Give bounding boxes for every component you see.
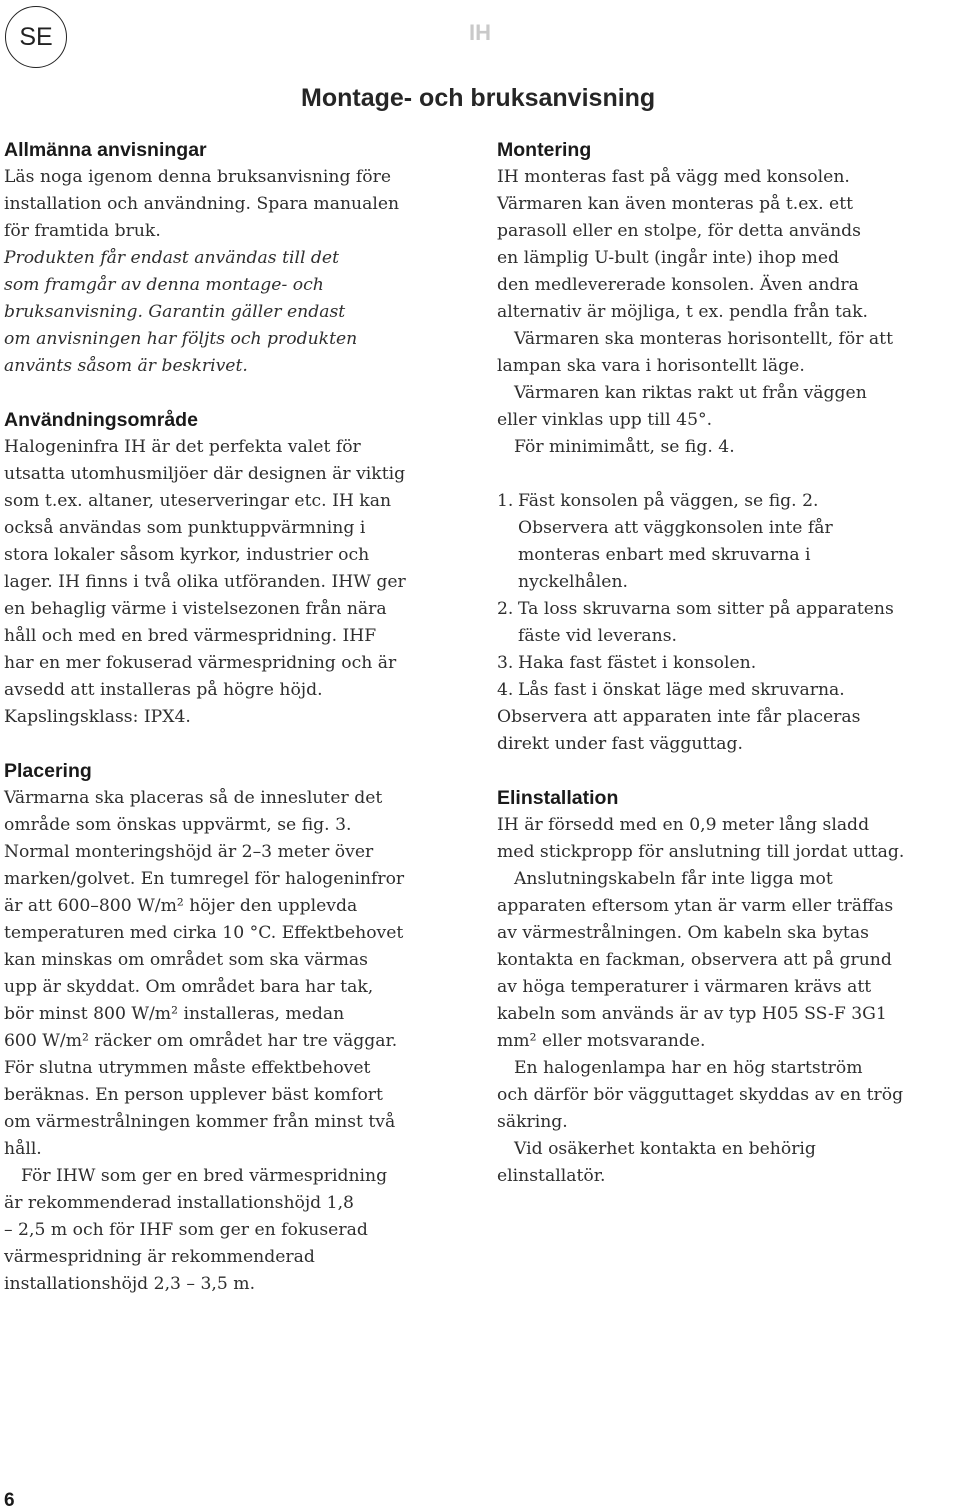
text-line: som t.ex. altaner, uteserveringar etc. IH kan — [4, 491, 392, 511]
text-line: av värmestrålningen. Om kabeln ska bytas — [497, 923, 869, 943]
model-label: IH — [469, 20, 491, 45]
text-line-italic: använts såsom är beskrivet. — [4, 356, 248, 376]
text-line: upp är skyddat. Om området bara har tak, — [4, 977, 374, 997]
list-item — [497, 596, 960, 623]
text-line: IH monteras fast på vägg med konsolen. — [497, 167, 850, 187]
text-line: apparaten eftersom ytan är varm eller träffas — [497, 896, 894, 916]
list-continuation: Observera att väggkonsolen inte får — [518, 518, 833, 538]
text-line-italic: om anvisningen har följts och produkten — [4, 329, 358, 349]
text-line: avsedd att installeras på högre höjd. — [4, 680, 323, 700]
list-text: Haka fast fästet i konsolen. — [518, 653, 757, 673]
mounting-text — [497, 164, 960, 461]
text-line: om värmestrålningen kommer från minst två — [4, 1112, 396, 1132]
text-line: är att 600–800 W/m² höjer den upplevda — [4, 896, 358, 916]
usage-text — [4, 434, 474, 731]
text-line: lampan ska vara i horisontellt läge. — [497, 356, 805, 376]
text-line: Värmaren ska monteras horisontellt, för att — [514, 329, 893, 349]
list-text: Ta loss skruvarna som sitter på apparatens — [518, 599, 894, 619]
text-line: också användas som punktuppvärmning i — [4, 518, 366, 538]
right-column — [497, 137, 960, 1190]
general-text — [4, 164, 474, 380]
text-line: område som önskas uppvärmt, se fig. 3. — [4, 815, 352, 835]
text-line: installationshöjd 2,3 – 3,5 m. — [4, 1274, 256, 1294]
text-line: Kapslingsklass: IPX4. — [4, 707, 191, 727]
text-line: En halogenlampa har en hög startström — [514, 1058, 863, 1078]
text-line: Observera att apparaten inte får placeras — [497, 707, 861, 727]
text-line-italic: Produkten får endast användas till det — [4, 248, 340, 268]
text-line: För slutna utrymmen måste effektbehovet — [4, 1058, 371, 1078]
text-line: bör minst 800 W/m² installeras, medan — [4, 1004, 345, 1024]
text-line: – 2,5 m och för IHF som ger en fokuserad — [4, 1220, 368, 1240]
text-line: utsatta utomhusmiljöer där designen är viktig — [4, 464, 406, 484]
text-line: installation och användning. Spara manualen — [4, 194, 400, 214]
text-line: den medlevererade konsolen. Även andra — [497, 275, 859, 295]
text-line: beräknas. En person upplever bäst komfort — [4, 1085, 383, 1105]
text-line: stora lokaler såsom kyrkor, industrier och — [4, 545, 370, 565]
text-line: marken/golvet. En tumregel för halogeninfror — [4, 869, 405, 889]
text-line: Värmaren kan även monteras på t.ex. ett — [497, 194, 854, 214]
text-line: kontakta en fackman, observera att på grund — [497, 950, 892, 970]
section-heading-placement: Placering — [4, 760, 92, 782]
list-continuation: nyckelhålen. — [518, 572, 629, 592]
list-item — [497, 677, 960, 704]
text-line: Läs noga igenom denna bruksanvisning före — [4, 167, 392, 187]
text-line: Värmarna ska placeras så de innesluter det — [4, 788, 383, 808]
list-item — [497, 650, 960, 677]
text-line: Normal monteringshöjd är 2–3 meter över — [4, 842, 374, 862]
list-continuation: fäste vid leverans. — [518, 626, 678, 646]
text-line: av höga temperaturer i värmaren krävs att — [497, 977, 872, 997]
text-line: lager. IH finns i två olika utföranden. IHW ger — [4, 572, 406, 592]
text-line: eller vinklas upp till 45°. — [497, 410, 713, 430]
text-line: kabeln som används är av typ H05 SS-F 3G1 — [497, 1004, 887, 1024]
text-line: För IHW som ger en bred värmespridning — [21, 1166, 388, 1186]
text-line: För minimimått, se fig. 4. — [514, 437, 735, 457]
mounting-steps — [497, 488, 960, 758]
text-line: temperaturen med cirka 10 °C. Effektbehovet — [4, 923, 404, 943]
text-line: en lämplig U-bult (ingår inte) ihop med — [497, 248, 840, 268]
text-line: direkt under fast vägguttag. — [497, 734, 744, 754]
text-line: 600 W/m² räcker om området har tre väggar. — [4, 1031, 398, 1051]
text-line: kan minskas om området som ska värmas — [4, 950, 369, 970]
text-line: är rekommenderad installationshöjd 1,8 — [4, 1193, 354, 1213]
text-line: säkring. — [497, 1112, 568, 1132]
placement-text — [4, 785, 474, 1298]
document-title: Montage- och bruksanvisning — [301, 84, 656, 112]
text-line: elinstallatör. — [497, 1166, 606, 1186]
text-line: Anslutningskabeln får inte ligga mot — [514, 869, 833, 889]
text-line: håll och med en bred värmespridning. IHF — [4, 626, 377, 646]
text-line: Halogeninfra IH är det perfekta valet för — [4, 437, 361, 457]
text-line: och därför bör vägguttaget skyddas av en trög — [497, 1085, 904, 1105]
section-heading-usage: Användningsområde — [4, 409, 198, 431]
text-line: en behaglig värme i vistelsezonen från nära — [4, 599, 387, 619]
text-line: alternativ är möjliga, t ex. pendla från tak. — [497, 302, 869, 322]
language-badge: SE — [5, 6, 67, 68]
page-number: 6 — [4, 1490, 15, 1511]
text-line: värmespridning är rekommenderad — [4, 1247, 315, 1267]
list-text: Fäst konsolen på väggen, se fig. 2. — [518, 491, 819, 511]
text-line: håll. — [4, 1139, 42, 1159]
text-line-italic: som framgår av denna montage- och — [4, 275, 324, 295]
text-line-italic: bruksanvisning. Garantin gäller endast — [4, 302, 346, 322]
section-heading-electrical: Elinstallation — [497, 787, 619, 809]
text-line: Vid osäkerhet kontakta en behörig — [514, 1139, 816, 1159]
text-line: mm² eller motsvarande. — [497, 1031, 706, 1051]
list-item — [497, 488, 960, 515]
list-text: Lås fast i önskat läge med skruvarna. — [518, 680, 845, 700]
electrical-text — [497, 812, 960, 1190]
text-line: parasoll eller en stolpe, för detta används — [497, 221, 861, 241]
section-heading-mounting: Montering — [497, 139, 592, 161]
section-heading-general: Allmänna anvisningar — [4, 139, 207, 161]
list-continuation: monteras enbart med skruvarna i — [518, 545, 811, 565]
list-number: 3. — [497, 653, 514, 673]
text-line: IH är försedd med en 0,9 meter lång sladd — [497, 815, 870, 835]
list-number: 4. — [497, 680, 514, 700]
left-column — [4, 137, 474, 1298]
list-number: 2. — [497, 599, 514, 619]
text-line: Värmaren kan riktas rakt ut från väggen — [514, 383, 867, 403]
text-line: med stickpropp för anslutning till jordat uttag. — [497, 842, 905, 862]
list-number: 1. — [497, 491, 514, 511]
text-line: har en mer fokuserad värmespridning och är — [4, 653, 397, 673]
text-line: för framtida bruk. — [4, 221, 161, 241]
